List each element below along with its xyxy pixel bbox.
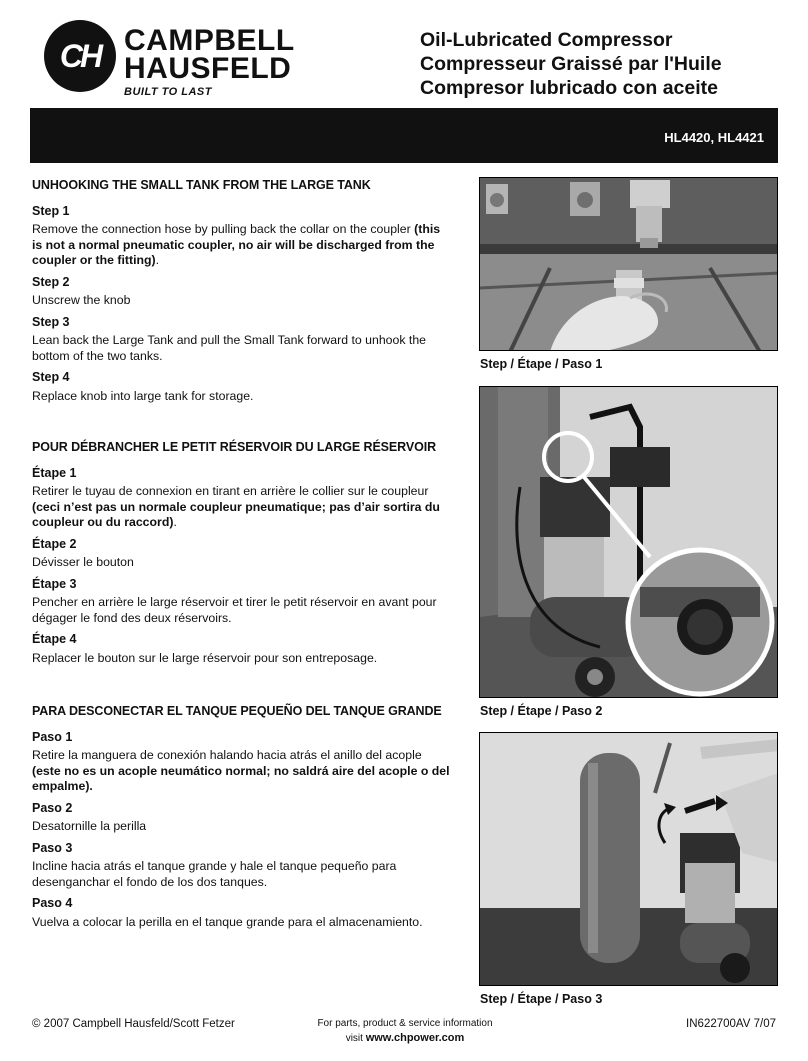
step-text: Retire la manguera de conexión halando hacia atrás el anillo del acople (este no es un acople neumático normal; no saldrá aire del acople o del empalme). xyxy=(32,748,450,793)
step-heading: Étape 4 xyxy=(32,632,77,646)
step-text: Lean back the Large Tank and pull the Small Tank forward to unhook the bottom of the two tanks. xyxy=(32,333,426,363)
step-text: Desatornille la perilla xyxy=(32,819,147,833)
brand-monogram: CH xyxy=(44,20,116,92)
footer-document-number: IN622700AV 7/07 xyxy=(686,1018,776,1030)
caption-step-3: Step / Étape / Paso 3 xyxy=(480,992,603,1006)
step-heading: Step 1 xyxy=(32,203,70,218)
step-text: Retirer le tuyau de connexion en tirant en arrière le collier sur le coupleur (ceci n’est pas un normale coupleur pneumatique; pas d’air sortira du coupleur ou du raccord). xyxy=(32,484,440,529)
footer-url-link[interactable]: www.chpower.com xyxy=(365,1032,465,1044)
section-spanish xyxy=(32,704,452,932)
section-english xyxy=(32,178,452,406)
model-numbers: HL4420, HL4421 xyxy=(664,130,764,145)
title-french: Compresseur Graissé par l'Huile xyxy=(420,53,722,75)
document-titles xyxy=(420,28,800,100)
step-heading: Étape 2 xyxy=(32,536,77,551)
step-heading: Step 2 xyxy=(32,274,70,289)
step-heading: Étape 1 xyxy=(32,465,77,480)
step-heading: Paso 1 xyxy=(32,729,73,744)
step-text: Replacer le bouton sur le large réservoir pour son entreposage. xyxy=(32,650,378,665)
step-heading: Step 3 xyxy=(32,314,70,329)
photo-step-3 xyxy=(479,732,778,986)
step-heading: Paso 2 xyxy=(32,800,73,815)
brand-logo xyxy=(44,20,354,100)
photo-step-2 xyxy=(479,386,778,698)
section-french xyxy=(32,440,452,668)
step-heading: Step 4 xyxy=(32,370,70,384)
title-english: Oil-Lubricated Compressor xyxy=(420,29,673,51)
photo-step-1 xyxy=(479,177,778,351)
step-heading: Paso 3 xyxy=(32,840,73,855)
step-text: Incline hacia atrás el tanque grande y hale el tanque pequeño para desenganchar el fondo de los dos tanques. xyxy=(32,859,397,889)
step-text: Remove the connection hose by pulling back the collar on the coupler (this is not a normal pneumatic coupler, no air will be discharged from the coupler or the fitting). xyxy=(32,222,441,267)
header-bar xyxy=(30,108,778,163)
step-text: Pencher en arrière le large réservoir et tirer le petit réservoir en avant pour dégager le fond des deux réservoirs. xyxy=(32,595,437,625)
section-title: UNHOOKING THE SMALL TANK FROM THE LARGE TANK xyxy=(32,178,371,192)
footer-service-info xyxy=(300,1017,510,1046)
brand-tagline: BUILT TO LAST xyxy=(124,86,212,98)
caption-step-2: Step / Étape / Paso 2 xyxy=(480,704,603,718)
step-text: Replace knob into large tank for storage. xyxy=(32,388,254,403)
footer-info-text: For parts, product & service information xyxy=(317,1018,493,1029)
step-text: Dévisser le bouton xyxy=(32,555,134,569)
footer-copyright: © 2007 Campbell Hausfeld/Scott Fetzer xyxy=(32,1018,235,1030)
section-title: POUR DÉBRANCHER LE PETIT RÉSERVOIR DU LARGE RÉSERVOIR xyxy=(32,440,437,454)
footer-visit: visit www.chpower.com xyxy=(345,1032,465,1044)
title-spanish: Compresor lubricado con aceite xyxy=(420,77,718,99)
step-heading: Étape 3 xyxy=(32,576,77,591)
section-title: PARA DESCONECTAR EL TANQUE PEQUEÑO DEL TANQUE GRANDE xyxy=(32,704,442,718)
step-text: Vuelva a colocar la perilla en el tanque grande para el almacenamiento. xyxy=(32,914,423,929)
brand-name-line2: HAUSFELD xyxy=(124,52,292,85)
caption-step-1: Step / Étape / Paso 1 xyxy=(480,357,603,371)
step-text: Unscrew the knob xyxy=(32,293,131,307)
brand-name-line1: CAMPBELL xyxy=(124,24,295,57)
step-heading: Paso 4 xyxy=(32,896,73,910)
